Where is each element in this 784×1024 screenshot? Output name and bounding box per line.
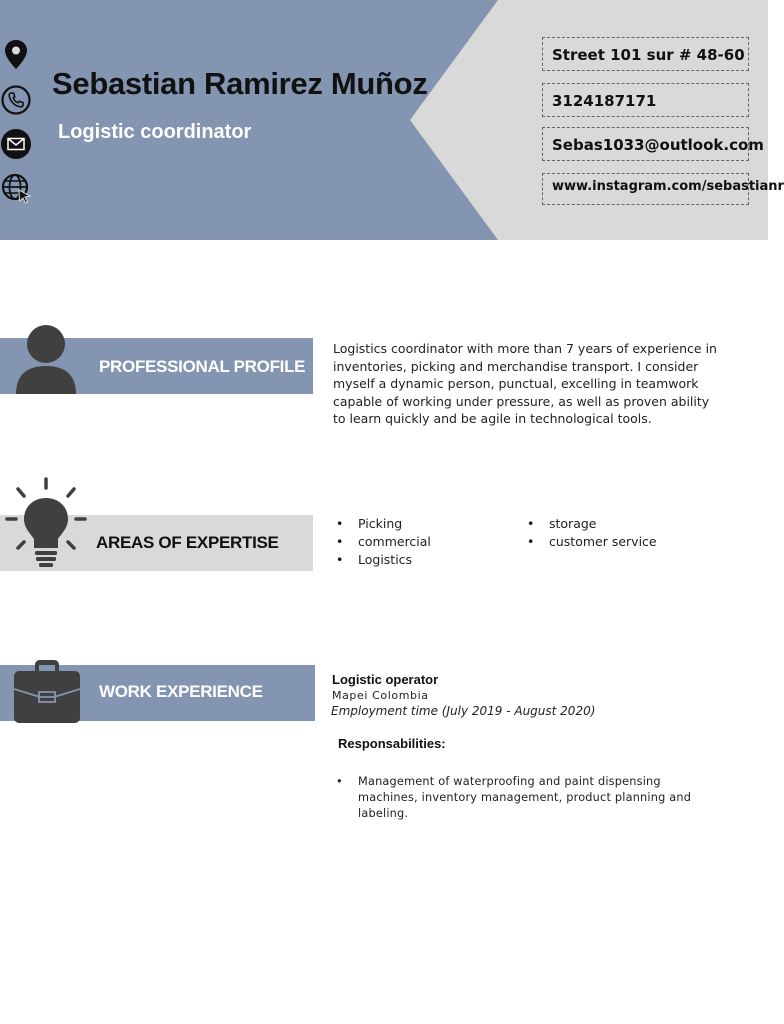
- person-icon: [14, 324, 78, 394]
- profile-text: Logistics coordinator with more than 7 years of experience in inventories, picking and merchandise transport. I consider myself a dynamic person, punctual, excelling in teamwork capable of working under pressure, as well as proven ability to learn quickly and be agile in technological tools.: [333, 341, 717, 426]
- phone-field: 3124187171: [542, 83, 749, 117]
- expertise-section-title: AREAS OF EXPERTISE: [96, 533, 279, 552]
- lightbulb-icon: [4, 476, 88, 572]
- email-field: Sebas1033@outlook.com: [542, 127, 749, 161]
- responsibilities-title: Responsabilities:: [338, 736, 446, 751]
- list-item: • storage: [525, 515, 657, 533]
- phone-icon: [0, 84, 32, 116]
- map-pin-icon: [0, 38, 32, 70]
- list-item: • Picking: [334, 515, 431, 533]
- list-item: • Management of waterproofing and paint dispensing machines, inventory management, product planning and labeling.: [334, 774, 714, 822]
- candidate-role: Logistic coordinator: [58, 121, 252, 143]
- expertise-list-left: [334, 515, 431, 569]
- job-title: Logistic operator: [332, 672, 439, 687]
- expertise-list-right: [525, 515, 657, 551]
- profile-section-title: PROFESSIONAL PROFILE: [99, 357, 306, 376]
- list-item: • commercial: [334, 533, 431, 551]
- candidate-name: Sebastian Ramirez Muñoz: [52, 66, 428, 101]
- list-item: • Logistics: [334, 551, 431, 569]
- responsibilities-list: [334, 774, 714, 822]
- list-item: • customer service: [525, 533, 657, 551]
- website-field: www.instagram.com/sebastianr: [542, 173, 749, 205]
- briefcase-icon: [13, 659, 81, 725]
- mail-icon: [0, 128, 32, 160]
- employment-period: Employment time (July 2019 - August 2020): [331, 704, 596, 718]
- header: [0, 0, 784, 240]
- experience-section-title: WORK EXPERIENCE: [99, 682, 263, 701]
- globe-icon: [0, 172, 32, 204]
- company-name: Mapei Colombia: [332, 689, 429, 702]
- address-field: Street 101 sur # 48-60: [542, 37, 749, 71]
